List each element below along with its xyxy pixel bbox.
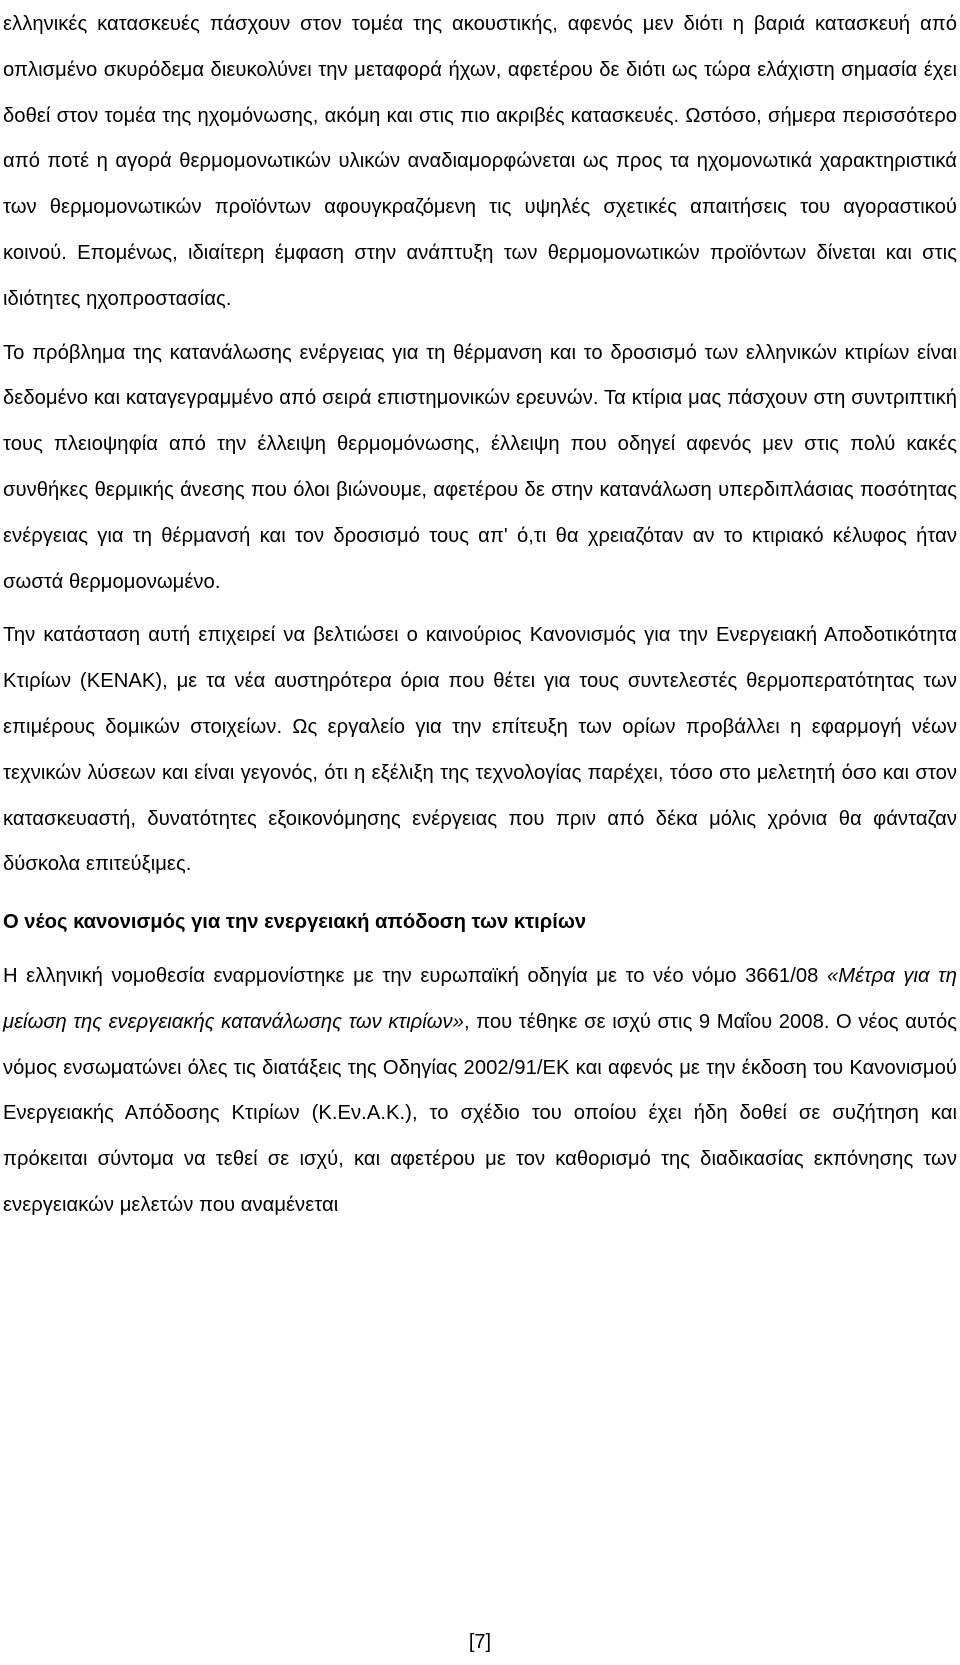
section-heading: Ο νέος κανονισμός για την ενεργειακή απόδοση των κτιρίων	[3, 911, 587, 934]
paragraph-legislation	[3, 954, 957, 1229]
paragraph-kenak: Την κατάσταση αυτή επιχειρεί να βελτιώσει ο καινούριος Κανονισμός για την Ενεργειακή Αποδοτικότητα Κτιρίων (ΚΕΝΑΚ), με τα νέα αυστηρότερα όρια που θέτει για τους συντελεστές θερμοπερατότητας των επιμέρους δομικών στοιχείων. Ως εργαλείο για την επίτευξη των ορίων προβάλλει η εφαρμογή νέων τεχνικών λύσεων και είναι γεγονός, ότι η εξέλιξη της τεχνολογίας παρέχει, τόσο στο μελετητή όσο και στον κατασκευαστή, δυνατότητες εξοικονόμησης ενέργειας που πριν από δέκα μόλις χρόνια θα φάνταζαν δύσκολα επιτεύξιμες.	[3, 624, 957, 876]
paragraph-acoustics: ελληνικές κατασκευές πάσχουν στον τομέα της ακουστικής, αφενός μεν διότι η βαριά κατασκευή από οπλισμένο σκυρόδεμα διευκολύνει την μεταφορά ήχων, αφετέρου δε διότι ως τώρα ελάχιστη σημασία έχει δοθεί στον τομέα της ηχομόνωσης, ακόμη και στις πιο ακριβές κατασκευές. Ωστόσο, σήμερα περισσότερο από ποτέ η αγορά θερμομονωτικών υλικών αναδιαμορφώνεται ως προς τα ηχομονωτικά χαρακτηριστικά των θερμομονωτικών προϊόντων αφουγκραζόμενη τις υψηλές σχετικές απαιτήσεις του αγοραστικού κοινού. Επομένως, ιδιαίτερη έμφαση στην ανάπτυξη των θερμομονωτικών προϊόντων δίνεται και στις ιδιότητες ηχοπροστασίας.	[3, 13, 957, 310]
law-title-italic: «Μέτρα για τη μείωση της ενεργειακής κατανάλωσης των κτιρίων»	[3, 964, 957, 1033]
page-number: [7]	[468, 1631, 492, 1653]
paragraph-energy-consumption: Το πρόβλημα της κατανάλωσης ενέργειας για τη θέρμανση και το δροσισμό των ελληνικών κτιρίων είναι δεδομένο και καταγεγραμμένο από σειρά επιστημονικών ερευνών. Τα κτίρια μας πάσχουν στη συντριπτική τους πλειοψηφία από την έλλειψη θερμομόνωσης, έλλειψη που οδηγεί αφενός μεν στις πολύ κακές συνθήκες θερμικής άνεσης που όλοι βιώνουμε, αφετέρου δε στην κατανάλωση υπερδιπλάσιας ποσότητας ενέργειας για τη θέρμανσή και τον δροσισμό τους απ' ό,τι θα χρειαζόταν αν το κτιριακό κέλυφος ήταν σωστά θερμομονωμένο.	[3, 341, 957, 593]
document-body	[3, 2, 957, 1229]
legislation-text-start: Η ελληνική νομοθεσία εναρμονίστηκε με την ευρωπαϊκή οδηγία με το νέο νόμο 3661/08	[3, 964, 827, 987]
legislation-text-end: , που τέθηκε σε ισχύ στις 9 Μαΐου 2008. Ο νέος αυτός νόμος ενσωματώνει όλες τις διατάξεις της Οδηγίας 2002/91/ΕΚ και αφενός με την έκδοση του Κανονισμού Ενεργειακής Απόδοσης Κτιρίων (Κ.Εν.Α.Κ.), το σχέδιο του οποίου έχει ήδη δοθεί σε συζήτηση και πρόκειται σύντομα να τεθεί σε ισχύ, και αφετέρου με τον καθορισμό της διαδικασίας εκπόνησης των ενεργειακών μελετών που αναμένεται	[3, 1010, 957, 1216]
